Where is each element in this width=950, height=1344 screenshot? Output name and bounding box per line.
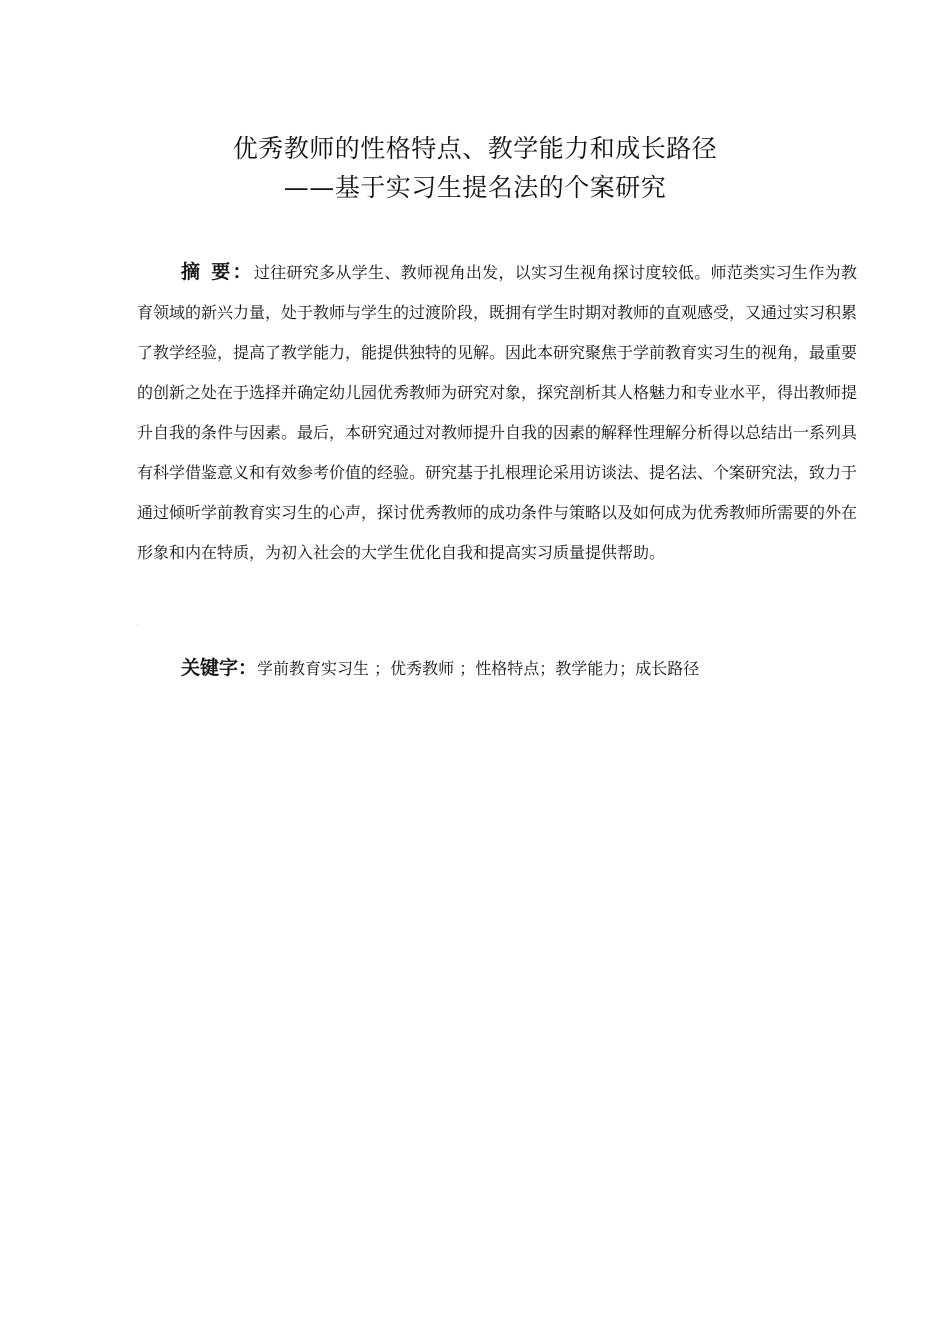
abstract-label: 摘 要：	[181, 261, 254, 283]
abstract-paragraph	[137, 252, 857, 573]
keywords-label: 关键字：	[181, 657, 258, 679]
keywords-text: 学前教育实习生 ；优秀教师 ；性格特点；教学能力；成长路径	[257, 659, 700, 678]
paper-subtitle: ——基于实习生提名法的个案研究	[283, 173, 667, 202]
keywords-line	[181, 651, 861, 686]
abstract-text: 过往研究多从学生、教师视角出发，以实习生视角探讨度较低。师范类实习生作为教育领域的新兴力量，处于教师与学生的过渡阶段，既拥有学生时期对教师的直观感受，又通过实习积累了教学经验，提高了教学能力，能提供独特的见解。因此本研究聚焦于学前教育实习生的视角，最重要的创新之处在于选择并确定幼儿园优秀教师为研究对象，探究剖析其人格魅力和专业水平，得出教师提升自我的条件与因素。最后，本研究通过对教师提升自我的因素的解释性理解分析得以总结出一系列具有科学借鉴意义和有效参考价值的经验。研究基于扎根理论采用访谈法、提名法、个案研究法，致力于通过倾听学前教育实习生的心声，探讨优秀教师的成功条件与策略以及如何成为优秀教师所需要的外在形象和内在特质，为初入社会的大学生优化自我和提高实习质量提供帮助。	[137, 263, 858, 562]
faint-mark: .	[136, 620, 138, 627]
paper-title: 优秀教师的性格特点、教学能力和成长路径	[232, 134, 718, 163]
